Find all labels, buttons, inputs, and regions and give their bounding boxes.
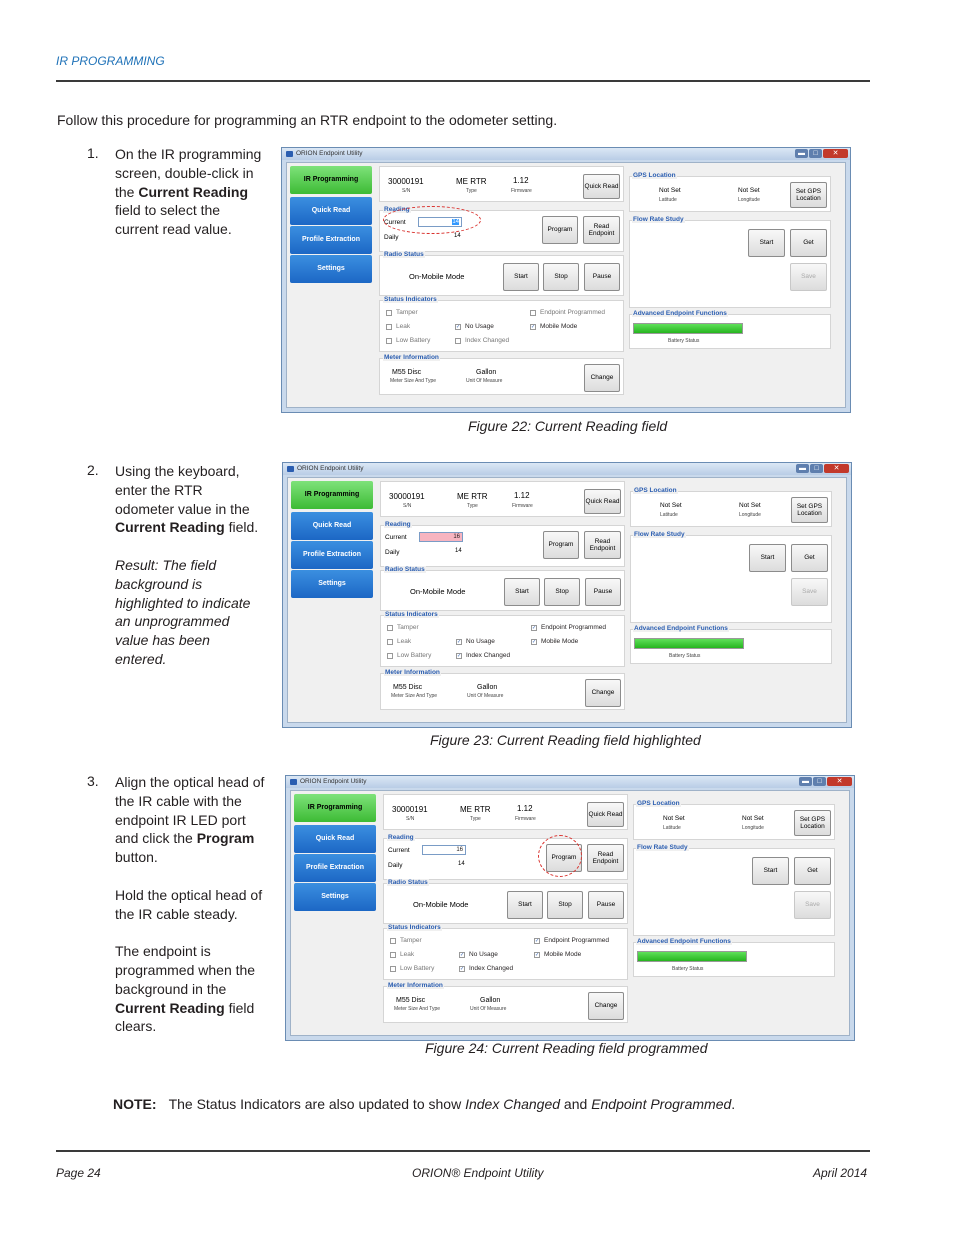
gps-location-label: GPS Location — [634, 487, 677, 494]
read-endpoint-button[interactable]: Read Endpoint — [584, 531, 621, 559]
maximize-button[interactable]: □ — [810, 464, 823, 473]
read-endpoint-button[interactable]: Read Endpoint — [583, 216, 620, 244]
no-usage-label: No Usage — [465, 323, 494, 330]
meter-information-label: Meter Information — [385, 669, 440, 676]
serial-label: S/N — [406, 816, 415, 822]
stop-button[interactable]: Stop — [543, 263, 579, 291]
figure-23-screenshot — [282, 462, 852, 728]
app-logo-icon — [290, 779, 297, 785]
minimize-button[interactable]: ▬ — [795, 149, 808, 158]
current-reading-value: 16 — [453, 534, 460, 540]
meter-size-label: Meter Size And Type — [394, 1006, 441, 1012]
close-button[interactable]: ✕ — [823, 149, 848, 158]
radio-status-group — [380, 570, 625, 611]
meter-information-label: Meter Information — [384, 354, 439, 361]
app-body — [287, 477, 847, 723]
meter-information-group — [380, 673, 625, 710]
mobile-mode-checkbox[interactable]: ✓ — [535, 952, 540, 958]
window-title: ORION Endpoint Utility — [296, 150, 363, 157]
unit-label: Unit Of Measure — [470, 1006, 507, 1012]
window-title: ORION Endpoint Utility — [300, 778, 367, 785]
nav-profile-extraction[interactable]: Profile Extraction — [291, 541, 373, 569]
leak-label: Leak — [397, 638, 412, 645]
latitude-value: Not Set — [659, 187, 681, 194]
figure-caption: Figure 24: Current Reading field programmed — [425, 1040, 708, 1056]
radio-mode-value: On-Mobile Mode — [409, 272, 465, 281]
battery-status-bar — [634, 638, 744, 649]
mobile-mode-label: Mobile Mode — [540, 323, 578, 330]
status-indicators-label: Status Indicators — [388, 924, 441, 931]
serial-label: S/N — [402, 188, 411, 194]
meter-size-value: M55 Disc — [393, 684, 423, 691]
meter-size-label: Meter Size And Type — [390, 378, 437, 384]
serial-label: S/N — [403, 503, 412, 509]
serial-value: 30000191 — [392, 805, 428, 814]
change-button[interactable]: Change — [588, 992, 624, 1020]
daily-value: 14 — [455, 548, 462, 554]
footer-rule — [56, 1150, 870, 1152]
window-titlebar — [286, 776, 854, 788]
endpoint-programmed-checkbox[interactable]: ✓ — [532, 625, 537, 631]
endpoint-programmed-label: Endpoint Programmed — [544, 937, 610, 944]
app-logo-icon — [287, 466, 294, 472]
type-value: ME RTR — [456, 177, 487, 186]
leak-label: Leak — [396, 323, 411, 330]
flow-rate-study-group — [629, 220, 831, 308]
low-battery-label: Low Battery — [397, 652, 432, 659]
endpoint-info-group — [380, 481, 625, 517]
program-button[interactable]: Program — [546, 844, 582, 872]
radio-status-group — [379, 255, 624, 296]
latitude-label: Latitude — [660, 512, 678, 518]
endpoint-programmed-checkbox[interactable]: ✓ — [535, 938, 540, 944]
nav-settings[interactable]: Settings — [290, 255, 372, 283]
tamper-checkbox[interactable] — [390, 938, 396, 944]
longitude-label: Longitude — [742, 825, 764, 831]
figure-22-screenshot — [281, 147, 851, 413]
index-changed-checkbox[interactable]: ✓ — [457, 653, 462, 659]
latitude-value: Not Set — [663, 815, 685, 822]
endpoint-programmed-checkbox[interactable] — [530, 310, 536, 316]
longitude-value: Not Set — [739, 502, 761, 509]
intro-text: Follow this procedure for programming an RTR endpoint to the odometer setting. — [57, 112, 558, 128]
flow-rate-study-label: Flow Rate Study — [633, 216, 684, 223]
app-logo-icon — [286, 151, 293, 157]
index-changed-label: Index Changed — [469, 965, 514, 972]
serial-value: 30000191 — [389, 492, 425, 501]
save-button[interactable]: Save — [790, 263, 827, 291]
leak-checkbox[interactable] — [386, 324, 392, 330]
firmware-value: 1.12 — [513, 176, 529, 185]
pause-button[interactable]: Pause — [585, 578, 621, 606]
advanced-functions-group — [633, 942, 835, 977]
status-indicators-group — [379, 300, 624, 352]
nav-quick-read[interactable]: Quick Read — [290, 197, 372, 225]
tamper-label: Tamper — [397, 624, 419, 631]
current-reading-value: 16 — [456, 847, 463, 853]
battery-status-bar — [637, 951, 747, 962]
close-button[interactable]: ✕ — [827, 777, 852, 786]
current-label: Current — [384, 219, 406, 226]
mobile-mode-checkbox[interactable]: ✓ — [531, 324, 536, 330]
endpoint-info-group — [379, 166, 624, 202]
gps-location-group — [633, 804, 835, 840]
radio-status-group — [383, 883, 628, 924]
longitude-label: Longitude — [738, 197, 760, 203]
tamper-label: Tamper — [400, 937, 422, 944]
current-reading-field[interactable] — [419, 532, 463, 542]
firmware-value: 1.12 — [517, 804, 533, 813]
radio-status-label: Radio Status — [388, 879, 428, 886]
stop-button[interactable]: Stop — [544, 578, 580, 606]
meter-information-label: Meter Information — [388, 982, 443, 989]
status-indicators-group — [383, 928, 628, 980]
type-label: Type — [467, 503, 478, 509]
current-label: Current — [385, 534, 407, 541]
current-label: Current — [388, 847, 410, 854]
no-usage-label: No Usage — [466, 638, 495, 645]
highlight-circle — [383, 206, 481, 234]
reading-group-label: Reading — [384, 206, 410, 213]
firmware-label: Firmware — [512, 503, 533, 509]
endpoint-programmed-label: Endpoint Programmed — [540, 309, 606, 316]
program-button[interactable]: Program — [543, 531, 579, 559]
quick-read-button[interactable]: Quick Read — [583, 174, 620, 199]
index-changed-checkbox[interactable] — [455, 338, 461, 344]
figure-24-screenshot — [285, 775, 855, 1041]
mobile-mode-label: Mobile Mode — [544, 951, 582, 958]
low-battery-label: Low Battery — [396, 337, 431, 344]
nav-ir-programming[interactable]: IR Programming — [290, 166, 372, 194]
radio-status-label: Radio Status — [385, 566, 425, 573]
start-button[interactable]: Start — [507, 891, 543, 919]
serial-value: 30000191 — [388, 177, 424, 186]
no-usage-label: No Usage — [469, 951, 498, 958]
save-button[interactable]: Save — [791, 578, 828, 606]
advanced-functions-group — [630, 629, 832, 664]
meter-information-group — [383, 986, 628, 1023]
low-battery-checkbox[interactable] — [387, 653, 393, 659]
reading-group — [380, 525, 625, 567]
meter-size-value: M55 Disc — [396, 997, 426, 1004]
app-body — [286, 162, 846, 408]
unit-value: Gallon — [480, 997, 501, 1004]
firmware-value: 1.12 — [514, 491, 530, 500]
minimize-button[interactable]: ▬ — [799, 777, 812, 786]
low-battery-checkbox[interactable] — [390, 966, 396, 972]
reading-group — [383, 838, 628, 880]
get-button[interactable]: Get — [790, 229, 827, 257]
reading-group-label: Reading — [388, 834, 414, 841]
step-text: On the IR programming screen, double-click in the Current Reading field to select the current read value. — [115, 146, 262, 238]
step-number: 2. — [87, 462, 99, 478]
meter-size-label: Meter Size And Type — [391, 693, 438, 699]
leak-checkbox[interactable] — [390, 952, 396, 958]
flow-start-button[interactable]: Start — [749, 544, 786, 572]
change-button[interactable]: Change — [585, 679, 621, 707]
no-usage-checkbox[interactable]: ✓ — [457, 639, 462, 645]
change-button[interactable]: Change — [584, 364, 620, 392]
gps-location-label: GPS Location — [633, 172, 676, 179]
note: NOTE: The Status Indicators are also updated to show Index Changed and Endpoint Programmed. — [113, 1096, 736, 1112]
no-usage-checkbox[interactable]: ✓ — [460, 952, 465, 958]
meter-information-group — [379, 358, 624, 395]
daily-value: 14 — [454, 233, 461, 239]
step-text: Using the keyboard, enter the RTR odometer value in the Current Reading field. Result: The field background is highlighted to indicate an unprogrammed value has been entered. — [115, 463, 259, 667]
quick-read-button[interactable]: Quick Read — [587, 802, 624, 827]
type-label: Type — [470, 816, 481, 822]
get-button[interactable]: Get — [794, 857, 831, 885]
battery-status-bar — [633, 323, 743, 334]
step-number: 3. — [87, 773, 99, 789]
header-rule — [56, 80, 870, 82]
highlight-circle — [538, 835, 582, 877]
figure-caption: Figure 22: Current Reading field — [468, 418, 668, 434]
low-battery-checkbox[interactable] — [386, 338, 392, 344]
daily-label: Daily — [385, 549, 400, 556]
unit-value: Gallon — [477, 684, 498, 691]
gps-location-group — [630, 491, 832, 527]
read-endpoint-button[interactable]: Read Endpoint — [587, 844, 624, 872]
start-button[interactable]: Start — [504, 578, 540, 606]
tamper-checkbox[interactable] — [386, 310, 392, 316]
maximize-button[interactable]: □ — [813, 777, 826, 786]
longitude-value: Not Set — [738, 187, 760, 194]
advanced-functions-group — [629, 314, 831, 349]
tamper-checkbox[interactable] — [387, 625, 393, 631]
nav-profile-extraction[interactable]: Profile Extraction — [290, 226, 372, 254]
set-gps-location-button[interactable]: Set GPS Location — [791, 497, 828, 523]
firmware-label: Firmware — [511, 188, 532, 194]
flow-rate-study-label: Flow Rate Study — [634, 531, 685, 538]
step-number: 1. — [87, 145, 99, 161]
battery-status-label: Battery Status — [669, 653, 701, 659]
mobile-mode-label: Mobile Mode — [541, 638, 579, 645]
window-titlebar — [282, 148, 850, 160]
gps-location-label: GPS Location — [637, 800, 680, 807]
flow-rate-study-group — [630, 535, 832, 623]
daily-value: 14 — [458, 861, 465, 867]
daily-label: Daily — [384, 234, 399, 241]
program-button[interactable]: Program — [542, 216, 578, 244]
type-label: Type — [466, 188, 477, 194]
set-gps-location-button[interactable]: Set GPS Location — [794, 810, 831, 836]
latitude-label: Latitude — [659, 197, 677, 203]
mobile-mode-checkbox[interactable]: ✓ — [532, 639, 537, 645]
figure-caption: Figure 23: Current Reading field highlighted — [430, 732, 701, 748]
low-battery-label: Low Battery — [400, 965, 435, 972]
advanced-functions-label: Advanced Endpoint Functions — [637, 938, 731, 945]
stop-button[interactable]: Stop — [547, 891, 583, 919]
current-reading-value: 14 — [452, 219, 459, 225]
latitude-value: Not Set — [660, 502, 682, 509]
type-value: ME RTR — [457, 492, 488, 501]
start-button[interactable]: Start — [503, 263, 539, 291]
endpoint-programmed-label: Endpoint Programmed — [541, 624, 607, 631]
index-changed-checkbox[interactable]: ✓ — [460, 966, 465, 972]
tamper-label: Tamper — [396, 309, 418, 316]
unit-label: Unit Of Measure — [467, 693, 504, 699]
minimize-button[interactable]: ▬ — [796, 464, 809, 473]
unit-value: Gallon — [476, 369, 497, 376]
maximize-button[interactable]: □ — [809, 149, 822, 158]
footer-title: ORION® Endpoint Utility — [412, 1166, 544, 1180]
save-button[interactable]: Save — [794, 891, 831, 919]
radio-status-label: Radio Status — [384, 251, 424, 258]
no-usage-checkbox[interactable]: ✓ — [456, 324, 461, 330]
close-button[interactable]: ✕ — [824, 464, 849, 473]
daily-label: Daily — [388, 862, 403, 869]
index-changed-label: Index Changed — [466, 652, 511, 659]
leak-checkbox[interactable] — [387, 639, 393, 645]
battery-status-label: Battery Status — [672, 966, 704, 972]
nav-ir-programming[interactable]: IR Programming — [294, 794, 376, 822]
flow-start-button[interactable]: Start — [752, 857, 789, 885]
status-indicators-group — [380, 615, 625, 667]
section-header: IR PROGRAMMING — [56, 54, 165, 68]
type-value: ME RTR — [460, 805, 491, 814]
step-text: Align the optical head of the IR cable with the endpoint IR LED port and click the Program button. Hold the optical head of the IR cable steady. The endpoint is programmed when the background in the Current Reading field clears. — [115, 774, 265, 1035]
nav-settings[interactable]: Settings — [294, 883, 376, 911]
advanced-functions-label: Advanced Endpoint Functions — [633, 310, 727, 317]
status-indicators-label: Status Indicators — [384, 296, 437, 303]
quick-read-button[interactable]: Quick Read — [584, 489, 621, 514]
flow-start-button[interactable]: Start — [748, 229, 785, 257]
leak-label: Leak — [400, 951, 415, 958]
pause-button[interactable]: Pause — [584, 263, 620, 291]
unit-label: Unit Of Measure — [466, 378, 503, 384]
index-changed-label: Index Changed — [465, 337, 510, 344]
footer-date: April 2014 — [813, 1166, 868, 1180]
window-titlebar — [283, 463, 851, 475]
endpoint-info-group — [383, 794, 628, 830]
longitude-label: Longitude — [739, 512, 761, 518]
flow-rate-study-label: Flow Rate Study — [637, 844, 688, 851]
window-title: ORION Endpoint Utility — [297, 465, 364, 472]
nav-quick-read[interactable]: Quick Read — [294, 825, 376, 853]
longitude-value: Not Set — [742, 815, 764, 822]
firmware-label: Firmware — [515, 816, 536, 822]
reading-group-label: Reading — [385, 521, 411, 528]
radio-mode-value: On-Mobile Mode — [413, 900, 469, 909]
nav-quick-read[interactable]: Quick Read — [291, 512, 373, 540]
meter-size-value: M55 Disc — [392, 369, 422, 376]
current-reading-field[interactable] — [422, 845, 466, 855]
battery-status-label: Battery Status — [668, 338, 700, 344]
radio-mode-value: On-Mobile Mode — [410, 587, 466, 596]
get-button[interactable]: Get — [791, 544, 828, 572]
flow-rate-study-group — [633, 848, 835, 936]
nav-ir-programming[interactable]: IR Programming — [291, 481, 373, 509]
nav-settings[interactable]: Settings — [291, 570, 373, 598]
set-gps-location-button[interactable]: Set GPS Location — [790, 182, 827, 208]
pause-button[interactable]: Pause — [588, 891, 624, 919]
advanced-functions-label: Advanced Endpoint Functions — [634, 625, 728, 632]
gps-location-group — [629, 176, 831, 212]
status-indicators-label: Status Indicators — [385, 611, 438, 618]
latitude-label: Latitude — [663, 825, 681, 831]
nav-profile-extraction[interactable]: Profile Extraction — [294, 854, 376, 882]
app-body — [290, 790, 850, 1036]
page-number: Page 24 — [56, 1166, 101, 1180]
